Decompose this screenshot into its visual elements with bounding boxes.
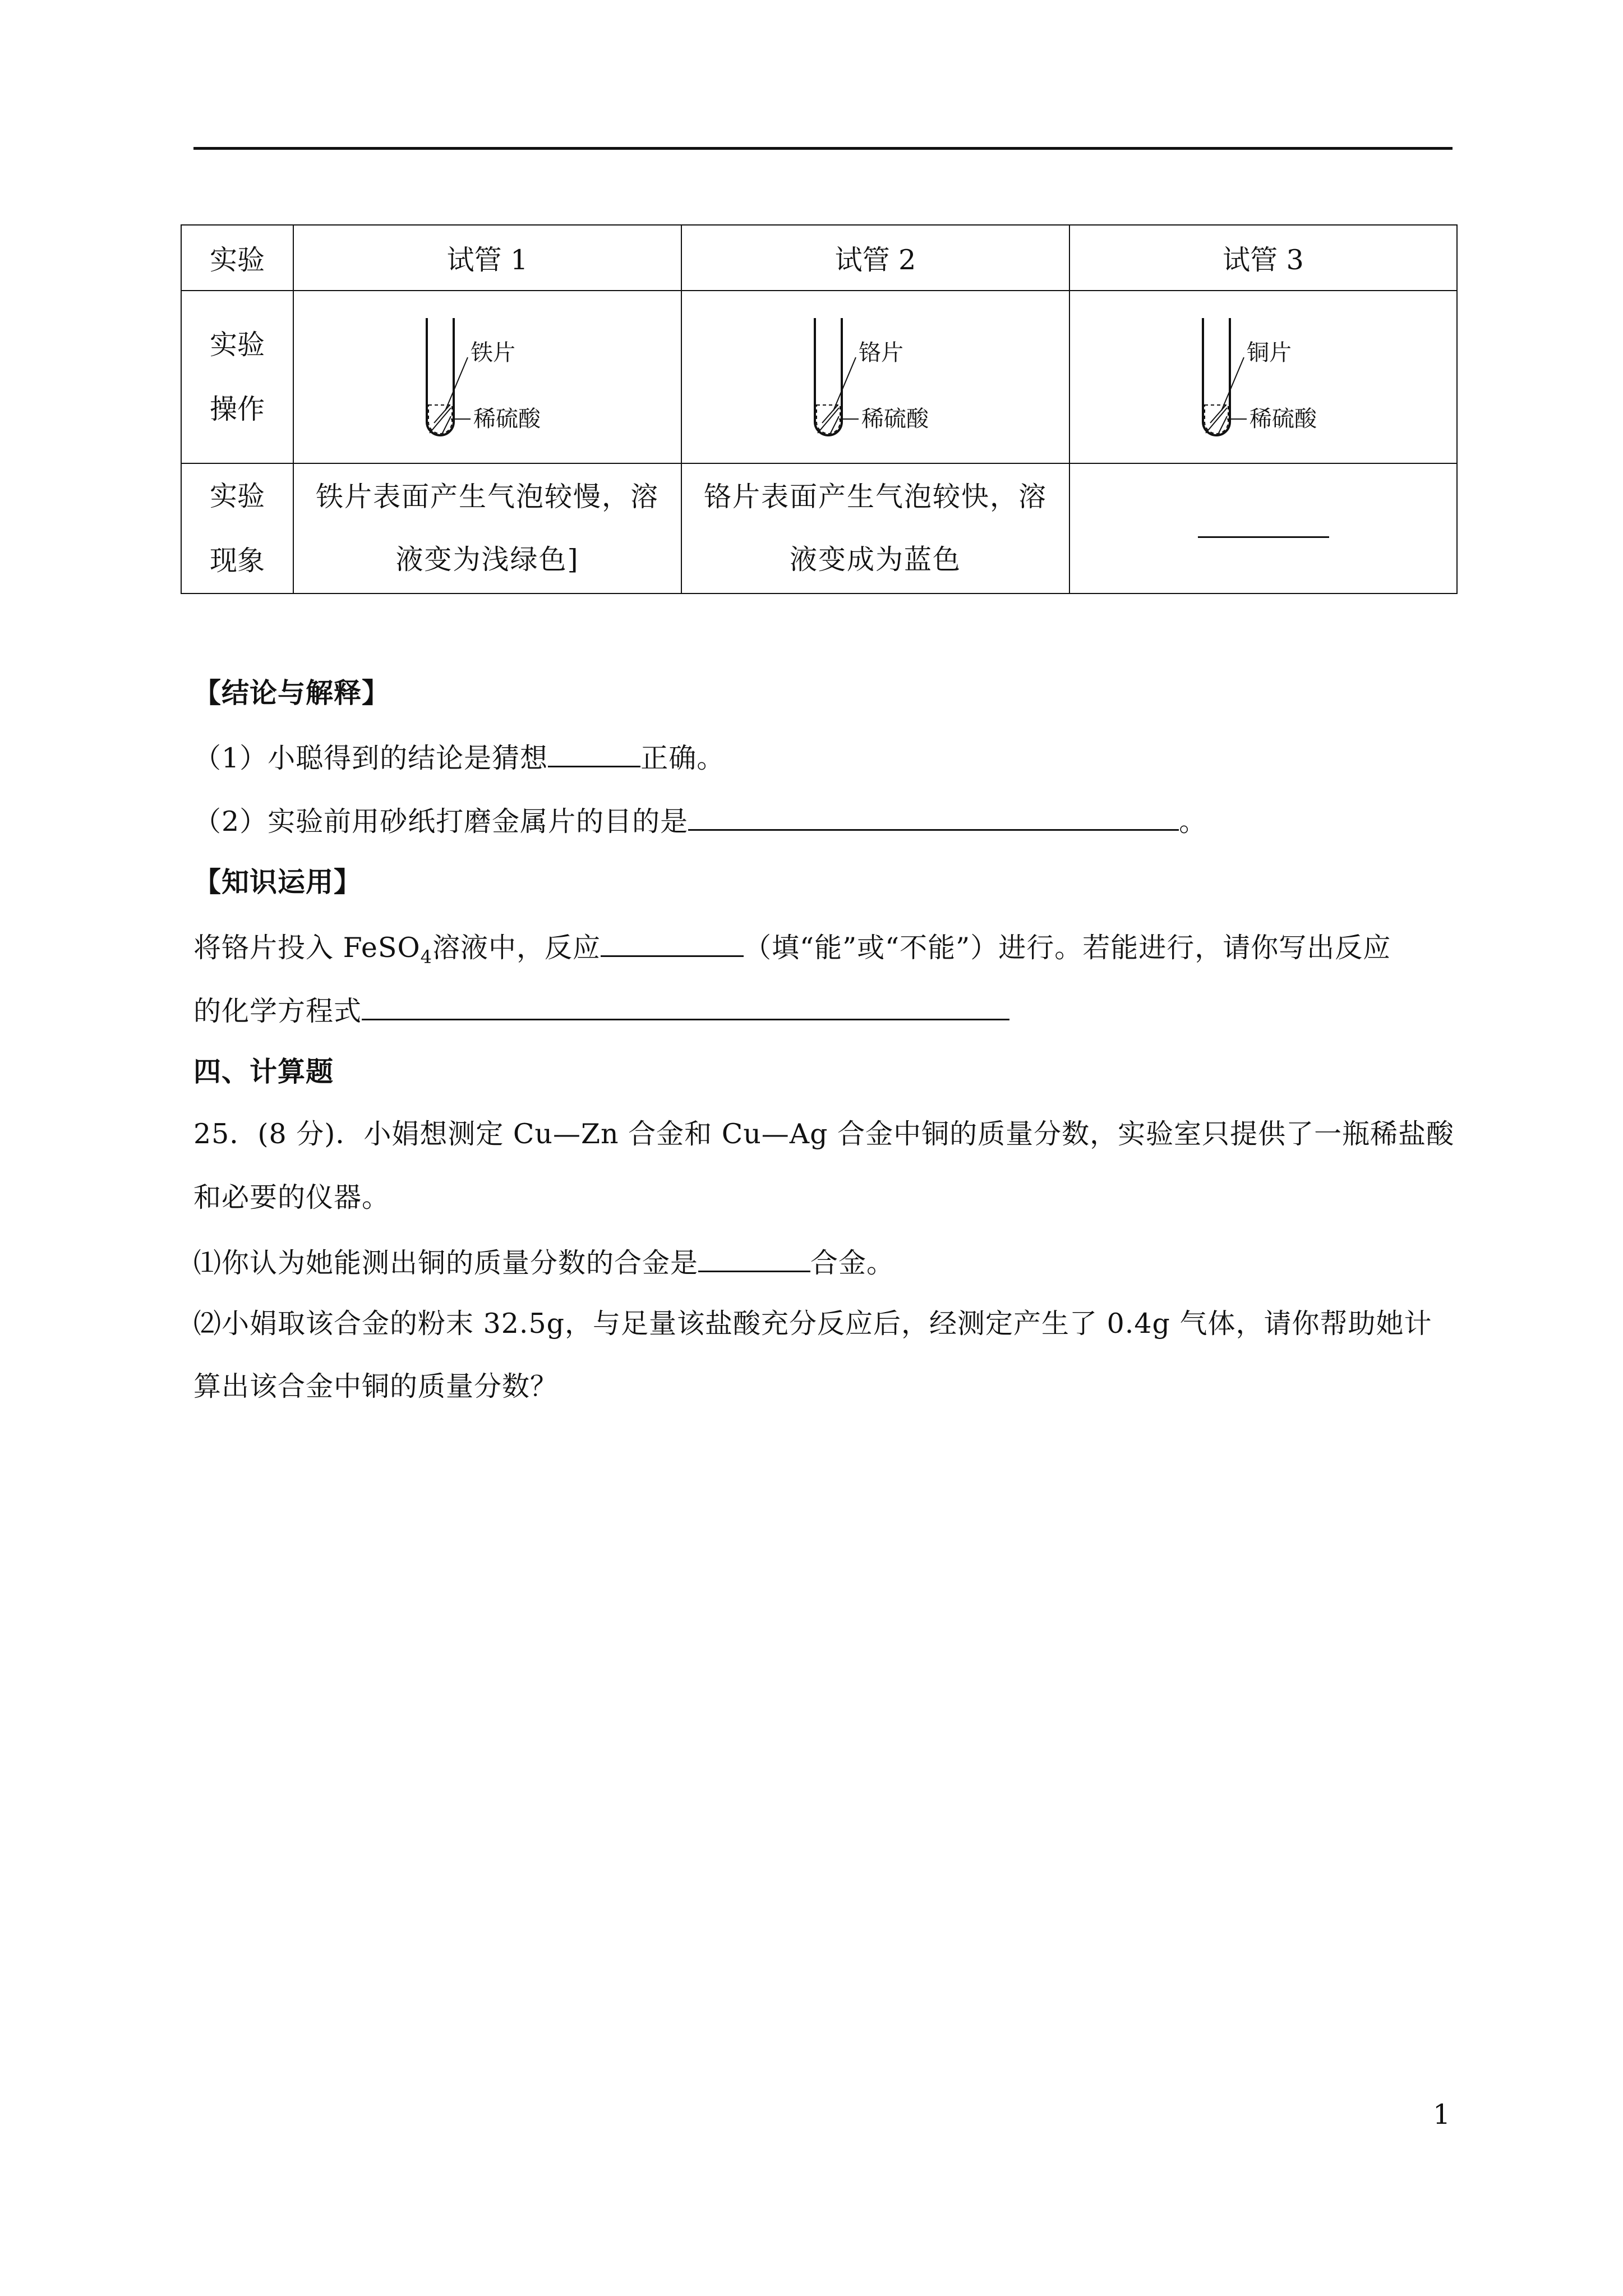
tube-1-metal-label: 铁片 — [471, 340, 515, 366]
page-number: 1 — [1433, 2099, 1451, 2131]
tube-2-metal-label: 铬片 — [859, 340, 903, 366]
tube-1-phenomenon: 铁片表面产生气泡较慢，溶液变为浅绿色] — [293, 463, 681, 593]
test-tube-3-diagram — [1171, 304, 1356, 450]
tube-3-acid-label: 稀硫酸 — [1249, 406, 1317, 432]
answer-blank-can-react[interactable] — [601, 928, 744, 957]
header-rule — [193, 147, 1453, 150]
tube-2-cell — [681, 291, 1069, 463]
tube-3-phenomenon-blank[interactable] — [1069, 463, 1457, 593]
header-cell: 试管 3 — [1069, 225, 1457, 291]
header-cell: 试管 1 — [293, 225, 681, 291]
answer-blank-2[interactable] — [688, 802, 1179, 831]
header-cell: 实验 — [181, 225, 293, 291]
section-4-heading: 四、计算题 — [193, 1055, 334, 1088]
row-label-operation: 实验 操作 — [181, 291, 293, 463]
q25-line-1: 25．(8 分)．小娟想测定 Cu—Zn 合金和 Cu—Ag 合金中铜的质量分数，实验室只提供了一瓶稀盐酸 — [193, 1118, 1455, 1150]
header-cell: 试管 2 — [681, 225, 1069, 291]
application-line-2: 的化学方程式 — [193, 992, 1009, 1028]
tube-1-acid-label: 稀硫酸 — [473, 406, 541, 432]
test-tube-1-diagram — [395, 304, 580, 450]
answer-blank-alloy[interactable] — [698, 1244, 810, 1272]
row-label-phenomenon: 实验 现象 — [181, 463, 293, 593]
phenomenon-row — [181, 463, 1457, 593]
experiment-table — [181, 224, 1458, 594]
q25-sub-2-line-2: 算出该合金中铜的质量分数？ — [193, 1370, 559, 1402]
tube-2-acid-label: 稀硫酸 — [861, 406, 929, 432]
q25-line-2: 和必要的仪器。 — [193, 1181, 390, 1213]
q25-sub-2-line-1: ⑵小娟取该合金的粉末 32.5g，与足量该盐酸充分反应后，经测定产生了 0.4g 气体，请你帮助她计 — [193, 1308, 1432, 1340]
tube-1-cell — [293, 291, 681, 463]
answer-blank-1[interactable] — [548, 739, 640, 767]
table-header-row — [181, 225, 1457, 291]
application-line-1: 将铬片投入 FeSO$_4$溶液中，反应 （填“能”或“不能”）进行。若能进行，请你写出反应 — [193, 928, 1391, 974]
application-heading: 【知识运用】 — [193, 866, 362, 898]
tube-3-cell — [1069, 291, 1457, 463]
answer-blank-equation[interactable] — [362, 992, 1009, 1020]
q25-sub-1: ⑴你认为她能测出铜的质量分数的合金是 合金。 — [193, 1244, 895, 1280]
conclusion-heading: 【结论与解释】 — [193, 677, 390, 709]
tube-3-metal-label: 铜片 — [1246, 340, 1292, 366]
operation-row — [181, 291, 1457, 463]
question-2: （2）实验前用砂纸打磨金属片的目的是 。 — [193, 802, 1207, 839]
question-1: （1）小聪得到的结论是猜想 正确。 — [193, 739, 725, 775]
tube-2-phenomenon: 铬片表面产生气泡较快，溶液变成为蓝色 — [681, 463, 1069, 593]
test-tube-2-diagram — [783, 304, 968, 450]
